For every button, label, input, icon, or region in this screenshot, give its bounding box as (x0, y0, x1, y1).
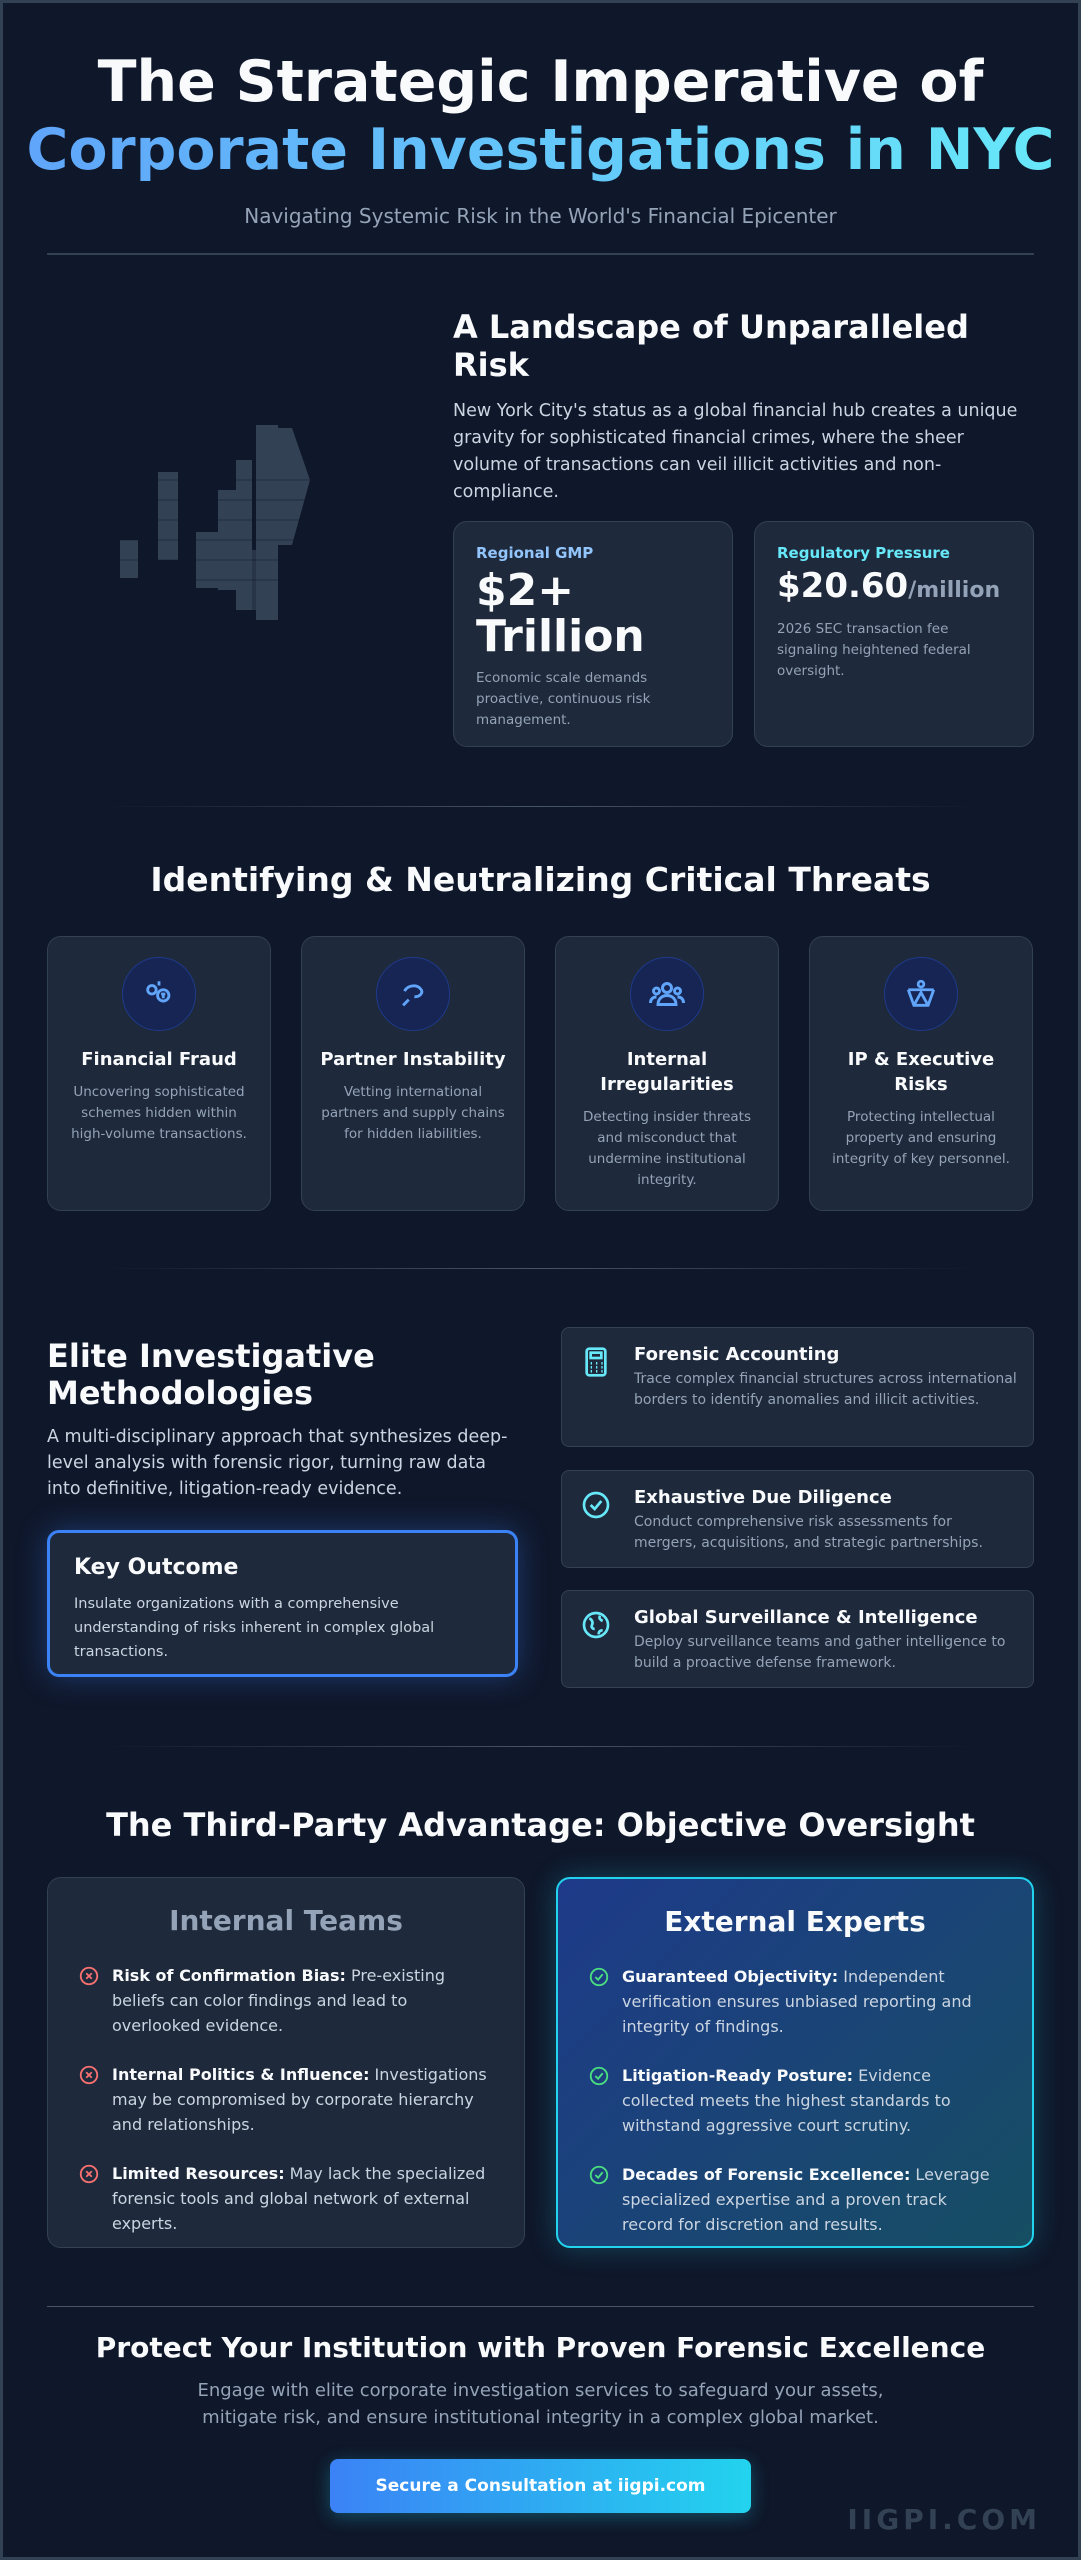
methods-text: A multi-disciplinary approach that synthesizes deep-level analysis with forensic rigor, turning raw data into definitive, litigation-ready evidence. (47, 1427, 508, 1499)
stat-value: $2+ Trillion (476, 565, 645, 662)
check-circle-icon (588, 2164, 610, 2186)
item-bold: Guaranteed Objectivity: (622, 1967, 839, 1986)
crown-icon (884, 957, 958, 1031)
globe-icon (580, 1609, 612, 1641)
hero (0, 48, 1081, 228)
threat-card-fraud (47, 936, 271, 1211)
divider (100, 1746, 981, 1747)
threat-card-partner (301, 936, 525, 1211)
threat-desc: Uncovering sophisticated schemes hidden within high-volume transactions. (71, 1084, 247, 1142)
method-desc: Conduct comprehensive risk assessments for mergers, acquisitions, and strategic partnerships. (634, 1514, 983, 1551)
internal-item-text (112, 1963, 494, 2038)
method-title: Global Surveillance & Intelligence (634, 1607, 978, 1628)
stat-card-gmp (453, 521, 733, 747)
brand-watermark: IIGPI.COM (847, 2503, 1041, 2536)
consultation-button[interactable]: Secure a Consultation at iigpi.com (330, 2459, 751, 2513)
threat-title: Internal Irregularities (600, 1049, 734, 1095)
external-item (588, 2063, 1002, 2138)
external-item (588, 1964, 1002, 2039)
stat-label: Regional GMP (476, 544, 594, 562)
item-text: May lack the specialized forensic tools and global network of external experts. (112, 2164, 486, 2233)
threat-card-internal (555, 936, 779, 1211)
external-item-text (622, 1964, 1002, 2039)
threat-card-ip (809, 936, 1033, 1211)
title-line-1: The Strategic Imperative of (97, 49, 984, 115)
stat-card-regulatory (754, 521, 1034, 747)
item-text: Pre-existing beliefs can color findings and lead to overlooked evidence. (112, 1966, 446, 2035)
item-text: Independent verification ensures unbiased reporting and integrity of findings. (622, 1967, 972, 2036)
item-bold: Litigation-Ready Posture: (622, 2066, 854, 2085)
threats-title: Identifying & Neutralizing Critical Threats (150, 860, 931, 899)
money-icon (122, 957, 196, 1031)
stat-label: Regulatory Pressure (777, 544, 950, 562)
x-circle-icon (78, 1965, 100, 1987)
internal-title: Internal Teams (169, 1904, 403, 1937)
method-desc: Trace complex financial structures across international borders to identify anomalies and illicit activities. (634, 1371, 1017, 1408)
item-bold: Risk of Confirmation Bias: (112, 1966, 346, 1985)
item-bold: Internal Politics & Influence: (112, 2065, 370, 2084)
divider (100, 806, 981, 807)
stat-number: $20.60 (777, 566, 909, 606)
item-text: Investigations may be compromised by corporate hierarchy and relationships. (112, 2065, 487, 2134)
x-circle-icon (78, 2064, 100, 2086)
stat-value (777, 566, 1011, 611)
method-card-forensic (561, 1327, 1034, 1447)
internal-item-text (112, 2161, 494, 2236)
method-desc: Deploy surveillance teams and gather intelligence to build a proactive defense framework. (634, 1634, 1006, 1671)
method-card-surveillance (561, 1590, 1034, 1688)
page-title (0, 48, 1081, 184)
external-title: External Experts (664, 1905, 926, 1938)
external-experts-card (556, 1877, 1034, 2248)
threat-title: Partner Instability (320, 1049, 506, 1070)
calculator-icon (580, 1346, 612, 1378)
bar-chart-icon (110, 420, 340, 620)
divider (47, 2306, 1034, 2307)
internal-item (78, 2161, 494, 2236)
threat-desc: Vetting international partners and supply chains for hidden liabilities. (321, 1084, 505, 1142)
comparison-title: The Third-Party Advantage: Objective Oversight (106, 1806, 975, 1844)
cta-title: Protect Your Institution with Proven Forensic Excellence (95, 2331, 986, 2364)
stat-unit: /million (908, 578, 1001, 603)
threat-desc: Detecting insider threats and misconduct that undermine institutional integrity. (583, 1109, 751, 1188)
method-title: Exhaustive Due Diligence (634, 1487, 892, 1508)
users-icon (630, 957, 704, 1031)
item-text: Evidence collected meets the highest standards to withstand aggressive court scrutiny. (622, 2066, 951, 2135)
threat-desc: Protecting intellectual property and ensuring integrity of key personnel. (832, 1109, 1010, 1167)
item-bold: Limited Resources: (112, 2164, 285, 2183)
key-outcome-card (47, 1530, 518, 1677)
title-line-2: Corporate Investigations in NYC (26, 117, 1055, 183)
divider (47, 253, 1034, 255)
landscape-title: A Landscape of Unparalleled Risk (453, 308, 969, 384)
internal-item (78, 1963, 494, 2038)
outcome-title: Key Outcome (74, 1555, 239, 1580)
item-text: Leverage specialized expertise and a proven track record for discretion and results. (622, 2165, 990, 2234)
x-circle-icon (78, 2163, 100, 2185)
internal-item (78, 2062, 494, 2137)
check-circle-icon (580, 1489, 612, 1521)
threat-title: Financial Fraud (81, 1049, 237, 1070)
check-circle-icon (588, 2065, 610, 2087)
methods-title: Elite Investigative Methodologies (47, 1337, 375, 1412)
method-card-due-diligence (561, 1470, 1034, 1568)
landscape-text: New York City's status as a global financial hub creates a unique gravity for sophisticated financial crimes, where the sheer volume of transactions can veil illicit activities and non-compliance. (453, 401, 1018, 502)
check-circle-icon (588, 1966, 610, 1988)
external-item (588, 2162, 1002, 2237)
threat-title: IP & Executive Risks (847, 1049, 995, 1095)
external-item-text (622, 2063, 1002, 2138)
stat-desc: 2026 SEC transaction fee signaling heightened federal oversight. (777, 621, 971, 679)
divider (100, 1268, 981, 1269)
internal-item-text (112, 2062, 494, 2137)
item-bold: Decades of Forensic Excellence: (622, 2165, 911, 2184)
page-subtitle: Navigating Systemic Risk in the World's Financial Epicenter (244, 204, 837, 228)
handshake-icon (376, 957, 450, 1031)
cta-text: Engage with elite corporate investigation services to safeguard your assets, mitigate risk, and ensure institutional integrity in a complex global market. (197, 2380, 884, 2428)
outcome-desc: Insulate organizations with a comprehensive understanding of risks inherent in complex global transactions. (74, 1596, 435, 1660)
method-title: Forensic Accounting (634, 1344, 840, 1365)
internal-teams-card (47, 1877, 525, 2248)
external-item-text (622, 2162, 1002, 2237)
stat-desc: Economic scale demands proactive, continuous risk management. (476, 670, 651, 728)
